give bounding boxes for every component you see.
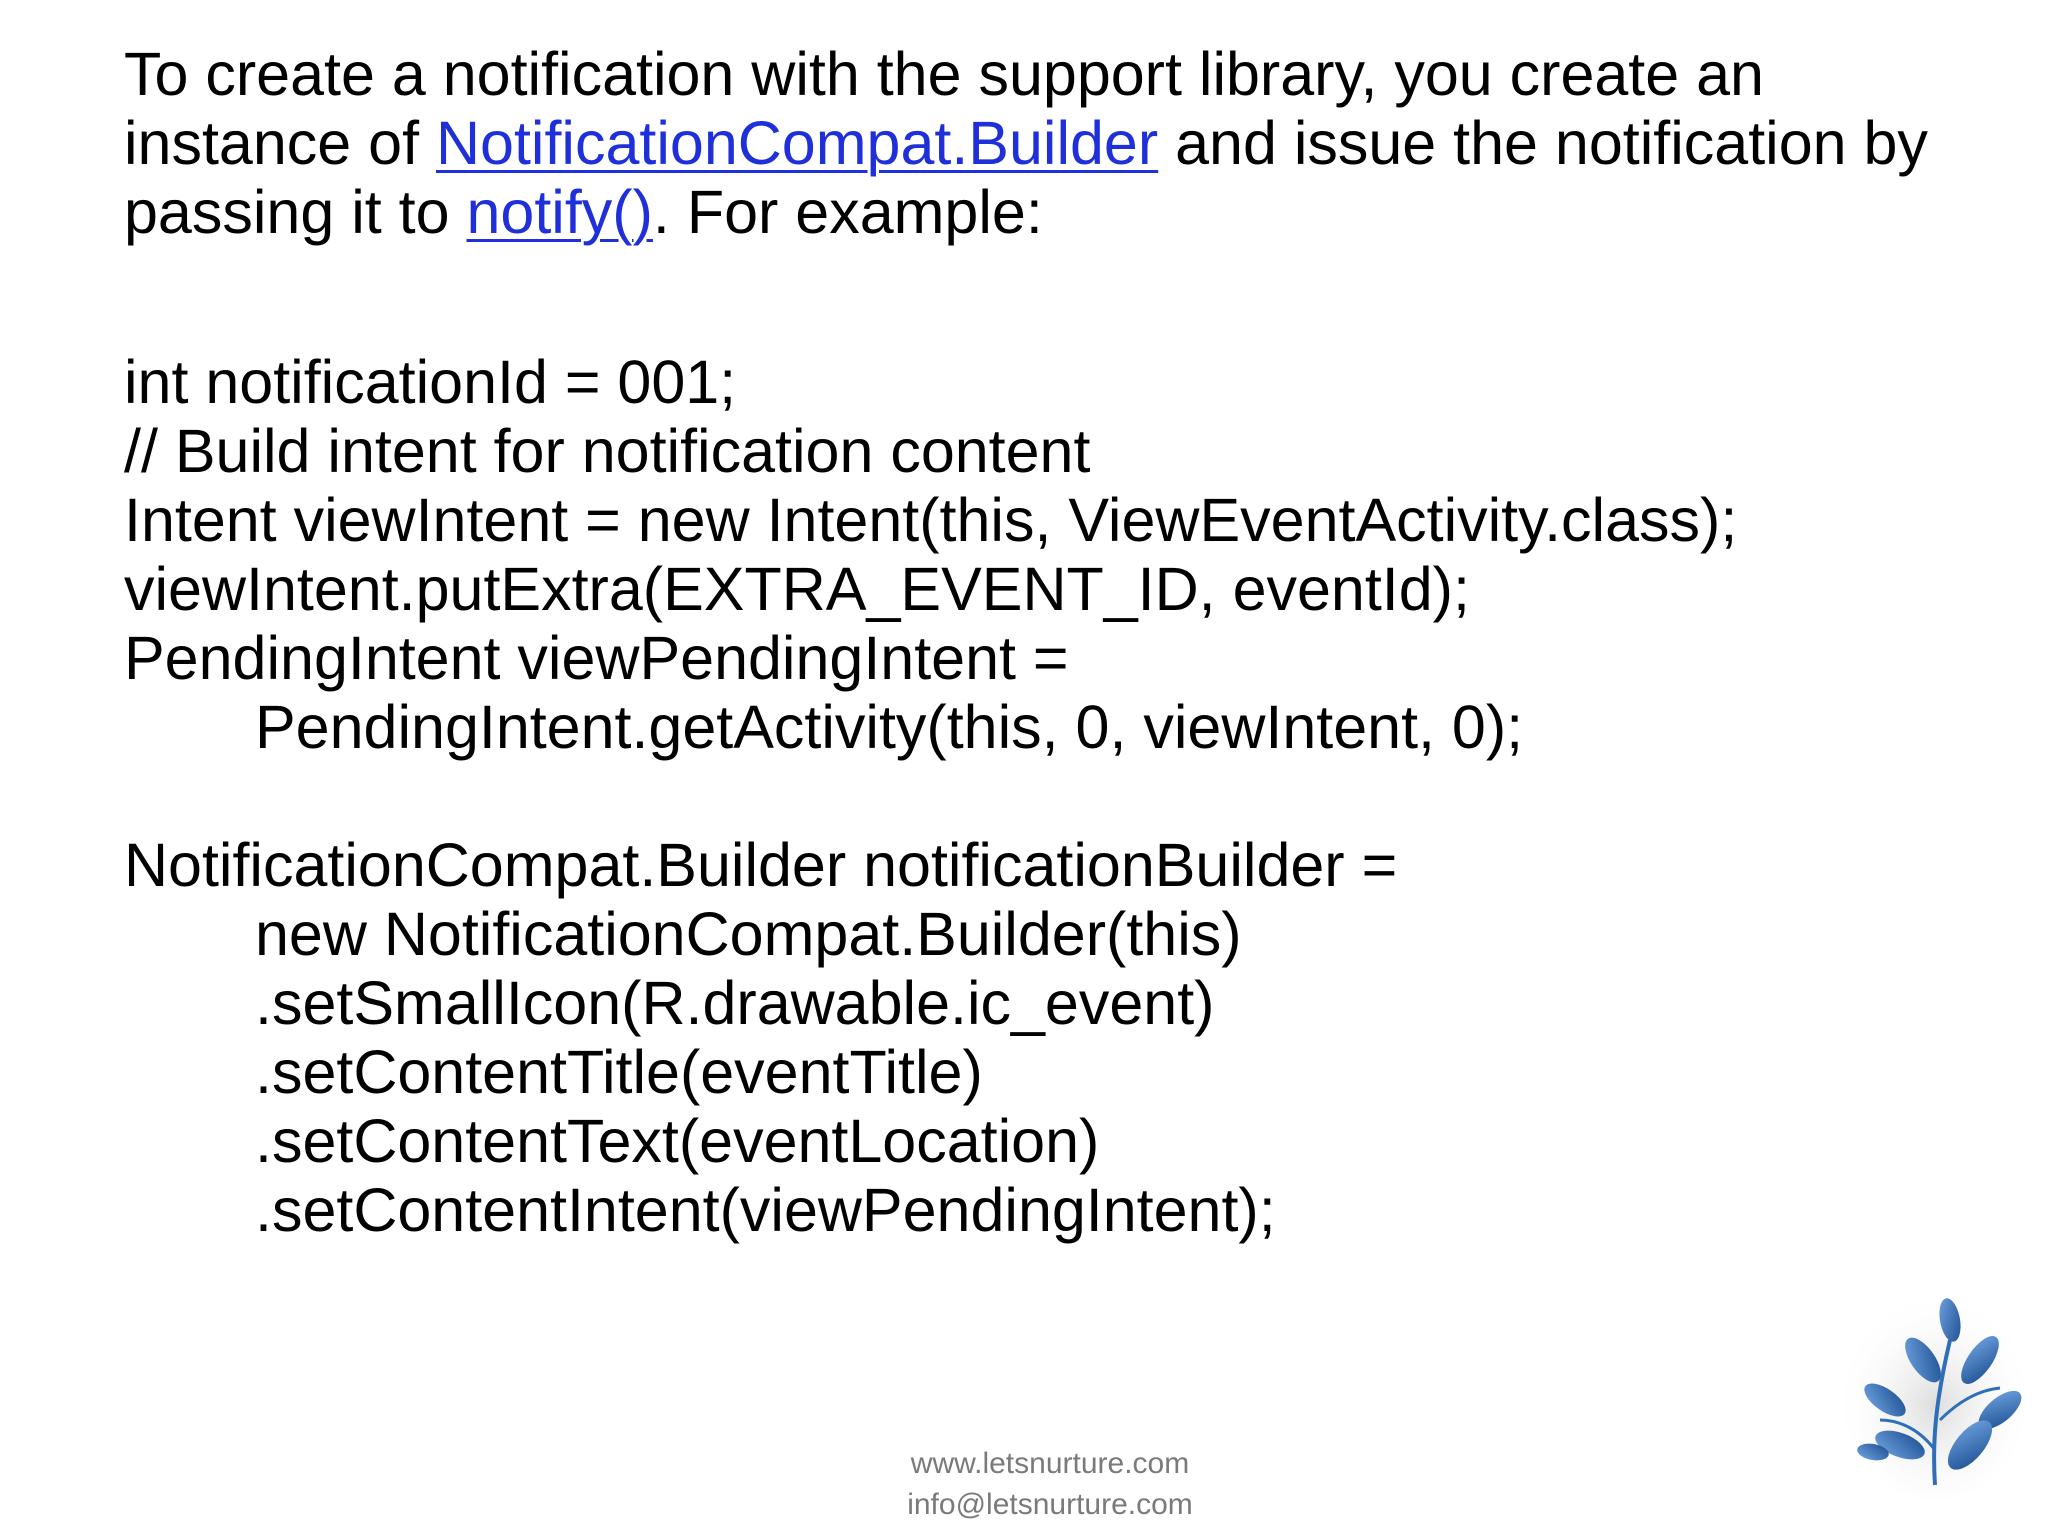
intro-paragraph [124, 40, 2004, 247]
code-line: PendingIntent viewPendingIntent = [124, 624, 1069, 692]
intro-text-1: To create a notification with the support library, you create an instance of [124, 40, 1781, 177]
footer-website[interactable]: www.letsnurture.com [910, 1447, 1190, 1480]
code-line: viewIntent.putExtra(EXTRA_EVENT_ID, eventId); [124, 555, 1470, 623]
code-line: NotificationCompat.Builder notificationBuilder = [124, 831, 1398, 899]
code-block [124, 348, 2004, 1245]
notify-link[interactable]: notify() [466, 178, 653, 246]
code-line: // Build intent for notification content [124, 417, 1091, 485]
code-line: new NotificationCompat.Builder(this) [255, 900, 1242, 968]
intro-text-2: and issue the notification by passing it to [124, 109, 1945, 246]
code-line: PendingIntent.getActivity(this, 0, viewIntent, 0); [255, 693, 1524, 761]
intro-text-3: . For example: [652, 178, 1043, 246]
code-line-blank [124, 762, 2004, 831]
code-line: Intent viewIntent = new Intent(this, ViewEventActivity.class); [124, 486, 1738, 554]
footer-email[interactable]: info@letsnurture.com [907, 1488, 1193, 1521]
footer [760, 1443, 1340, 1525]
code-line: int notificationId = 001; [124, 348, 737, 416]
code-line: .setContentTitle(eventTitle) [255, 1038, 983, 1106]
leaf-plant-logo-icon [1840, 1270, 2030, 1500]
notificationcompat-builder-link[interactable]: NotificationCompat.Builder [435, 109, 1159, 177]
code-line: .setSmallIcon(R.drawable.ic_event) [255, 969, 1215, 1037]
code-line: .setContentText(eventLocation) [255, 1107, 1100, 1175]
code-line: .setContentIntent(viewPendingIntent); [255, 1176, 1276, 1244]
